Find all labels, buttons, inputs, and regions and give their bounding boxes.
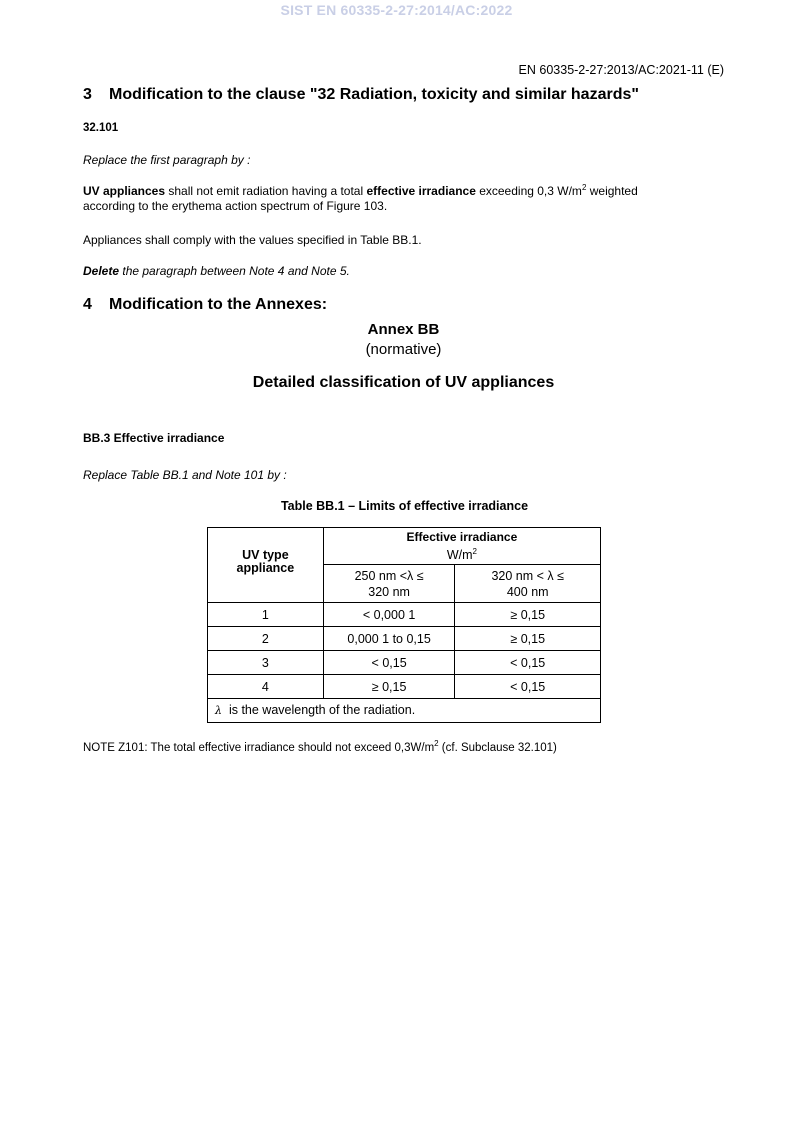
section-4-heading <box>83 296 327 314</box>
section-number: 3 <box>83 86 92 103</box>
footnote-text: is the wavelength of the radiation. <box>228 703 416 717</box>
header-unit <box>323 546 600 565</box>
delete-instruction <box>83 264 713 279</box>
instruction-text: Replace the first paragraph by : <box>83 153 251 167</box>
text-span: according to the erythema action spectrum of Figure 103. <box>83 199 388 213</box>
document-reference: EN 60335-2-27:2013/AC:2021-11 (E) <box>518 63 724 77</box>
term-uv-appliances: UV appliances <box>83 184 166 198</box>
text-span: weighted <box>586 184 638 198</box>
range-line: 250 nm <λ ≤ <box>354 568 424 583</box>
cell-type: 1 <box>208 603 324 627</box>
table-footnote <box>208 699 601 723</box>
table-row <box>208 651 601 675</box>
table-row <box>208 675 601 699</box>
annex-type: (normative) <box>365 341 442 358</box>
note-text: (cf. Subclause 32.101) <box>438 742 557 754</box>
annex-heading: Detailed classification of UV appliances <box>252 374 555 391</box>
paragraph-uv-appliances <box>83 184 713 214</box>
section-3-heading <box>83 86 639 104</box>
cell-range2: < 0,15 <box>455 675 601 699</box>
table-row <box>208 603 601 627</box>
header-line: appliance <box>236 561 295 575</box>
section-number: 4 <box>83 296 92 313</box>
annex-title: Annex BB <box>367 321 440 338</box>
unit-text: W/m <box>446 547 473 562</box>
delete-word: Delete <box>83 264 120 278</box>
section-title: Modification to the Annexes: <box>109 296 328 313</box>
cell-range1: 0,000 1 to 0,15 <box>323 627 455 651</box>
cell-range1: ≥ 0,15 <box>323 675 455 699</box>
text-span: the paragraph between Note 4 and Note 5. <box>119 264 350 278</box>
term-effective-irradiance: effective irradiance <box>366 184 476 198</box>
header-line: UV type <box>242 548 289 562</box>
header-range-250-320 <box>323 565 455 603</box>
superscript: 2 <box>472 546 477 556</box>
text-span: shall not emit radiation having a total <box>165 184 367 198</box>
cell-type: 4 <box>208 675 324 699</box>
table-caption: Table BB.1 – Limits of effective irradiance <box>280 499 529 513</box>
cell-range1: < 0,15 <box>323 651 455 675</box>
text-span: exceeding 0,3 W/m <box>475 184 582 198</box>
watermark: SIST EN 60335-2-27:2014/AC:2022 <box>280 2 513 18</box>
note-text: NOTE Z101: The total effective irradiance should not exceed 0,3W/m <box>83 742 435 754</box>
effective-irradiance-table <box>207 527 601 723</box>
range-line: 320 nm <box>368 584 410 599</box>
cell-range2: ≥ 0,15 <box>455 627 601 651</box>
lambda-symbol: λ <box>215 704 222 717</box>
cell-range2: ≥ 0,15 <box>455 603 601 627</box>
cell-range2: < 0,15 <box>455 651 601 675</box>
subclause-heading: BB.3 Effective irradiance <box>83 431 225 445</box>
range-line: 320 nm < λ ≤ <box>491 568 564 583</box>
cell-range1: < 0,000 1 <box>323 603 455 627</box>
table-row <box>208 627 601 651</box>
clause-number: 32.101 <box>83 122 119 134</box>
table-instruction: Replace Table BB.1 and Note 101 by : <box>83 468 287 482</box>
header-effective-irradiance: Effective irradiance <box>323 528 600 546</box>
note-z101 <box>83 741 763 756</box>
cell-type: 2 <box>208 627 324 651</box>
header-range-320-400 <box>455 565 601 603</box>
superscript: 2 <box>581 183 587 192</box>
paragraph-comply: Appliances shall comply with the values specified in Table BB.1. <box>83 233 422 247</box>
header-uv-type <box>208 528 324 603</box>
section-title: Modification to the clause "32 Radiation, toxicity and similar hazards" <box>109 86 639 103</box>
superscript: 2 <box>434 739 439 749</box>
cell-type: 3 <box>208 651 324 675</box>
range-line: 400 nm <box>506 584 549 599</box>
